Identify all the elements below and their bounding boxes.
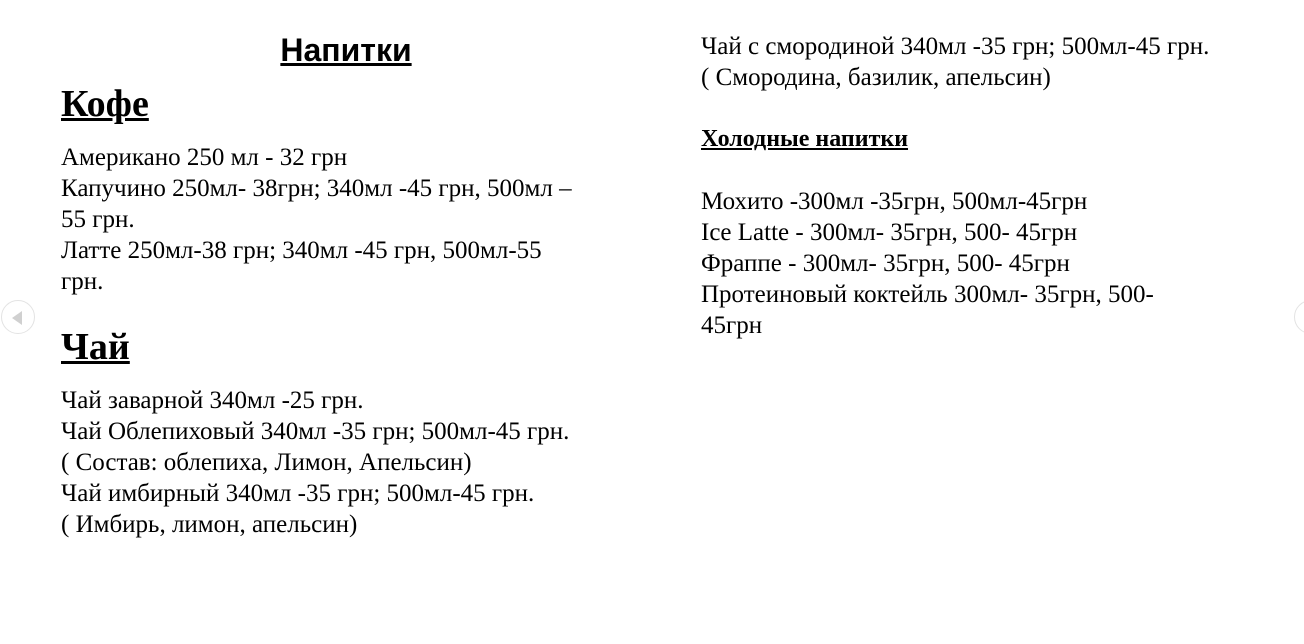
tea-list [61, 385, 641, 540]
menu-item: 45грн [701, 312, 763, 339]
cold-drinks-list [701, 186, 1271, 341]
prev-page-button[interactable] [1, 300, 35, 334]
menu-item: Чай заварной 340мл -25 грн. [61, 387, 364, 414]
menu-item: грн. [61, 268, 104, 295]
chevron-left-icon [2, 301, 36, 335]
menu-item: ( Смородина, базилик, апельсин) [701, 64, 1051, 91]
next-page-button[interactable] [1294, 300, 1304, 334]
left-column [61, 30, 641, 540]
tea-list-continued [701, 31, 1271, 93]
menu-item: Американо 250 мл - 32 грн [61, 144, 348, 171]
menu-item: Чай имбирный 340мл -35 грн; 500мл-45 грн. [61, 480, 535, 507]
page-title: Напитки [280, 32, 412, 68]
menu-item: ( Имбирь, лимон, апельсин) [61, 511, 358, 538]
menu-item: Протеиновый коктейль 300мл- 35грн, 500- [701, 281, 1154, 308]
menu-item: 55 грн. [61, 206, 135, 233]
chevron-right-icon [1295, 301, 1304, 335]
menu-item: Мохито -300мл -35грн, 500мл-45грн [701, 188, 1088, 215]
menu-item: Фраппе - 300мл- 35грн, 500- 45грн [701, 250, 1070, 277]
menu-item: Ice Latte - 300мл- 35грн, 500- 45грн [701, 219, 1078, 246]
menu-item: Капучино 250мл- 38грн; 340мл -45 грн, 500мл – [61, 175, 572, 202]
coffee-list [61, 142, 641, 297]
right-column [701, 31, 1271, 341]
cold-drinks-heading: Холодные напитки [701, 126, 909, 152]
menu-item: ( Состав: облепиха, Лимон, Апельсин) [61, 449, 472, 476]
menu-item: Чай с смородиной 340мл -35 грн; 500мл-45 грн. [701, 33, 1210, 60]
menu-item: Латте 250мл-38 грн; 340мл -45 грн, 500мл-55 [61, 237, 542, 264]
menu-item: Чай Облепиховый 340мл -35 грн; 500мл-45 грн. [61, 418, 570, 445]
tea-heading: Чай [61, 326, 130, 368]
coffee-heading: Кофе [61, 83, 149, 125]
